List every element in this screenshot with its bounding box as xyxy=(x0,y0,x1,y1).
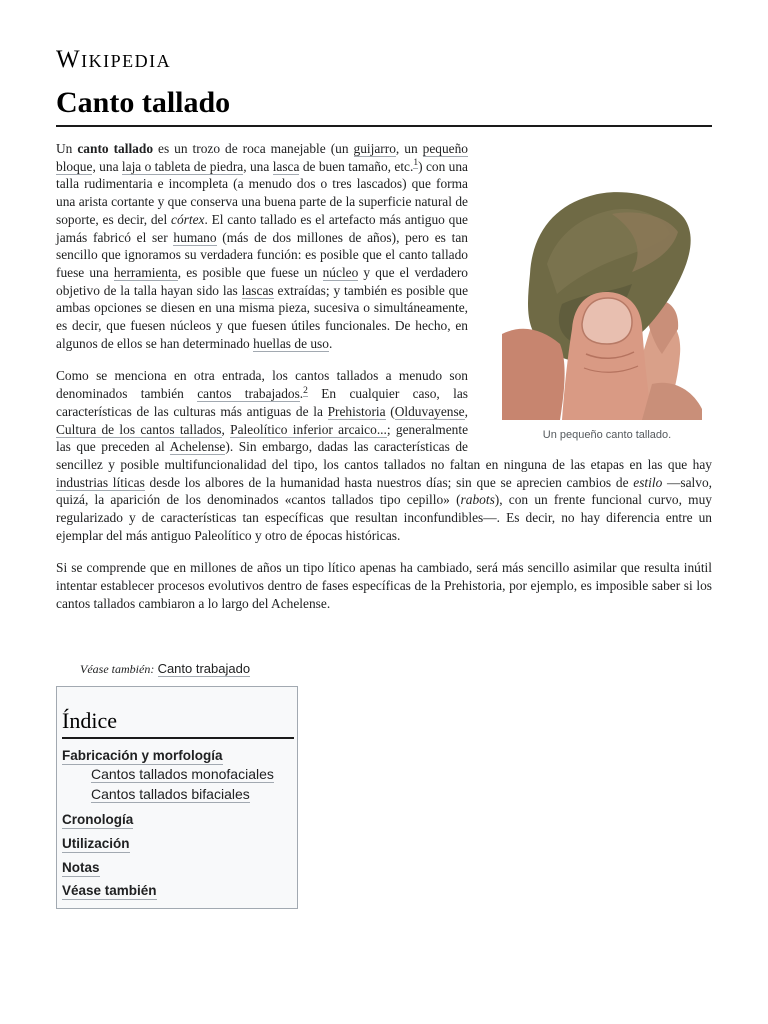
link-huellas-de-uso[interactable]: huellas de uso xyxy=(253,335,329,351)
link-cantos-trabajados[interactable]: cantos trabajados xyxy=(197,386,300,402)
page-title: Canto tallado xyxy=(56,86,231,119)
footnote-ref-2[interactable]: 2 xyxy=(303,385,308,396)
link-cultura-cantos-tallados[interactable]: Cultura de los cantos tallados xyxy=(56,421,222,437)
intro-paragraph: Un canto tallado es un trozo de roca manejable (un guijarro, un pequeño bloque, una laja o tableta de piedra, una lasca de buen tamaño, etc.$^1$) con una talla rudimentaria e incompleta (a menudo dos o tres lascados) que forma una arista cortante y que conserva una buena parte de la superficie natural de soporte, es decir, del córtex. El canto tallado es el artefacto más antiguo que jamás fabricó el ser humano (más de dos millones de años), pero es tan sencillo que ignoramos su verdadera función: es posible que el canto tallado fuese una herramienta, es posible que fuese un núcleo y que el verdadero objetivo de la talla hayan sido las lascas extraídas; y también es posible que ambas opciones se diesen en una misma pieza, sucesiva o simultáneamente, es decir, que fuesen núcleos y que fuesen útiles funcionales. De hecho, en algunos de ellos se han determinado huellas de uso. xyxy=(56,141,469,351)
link-olduvayense[interactable]: Olduvayense xyxy=(394,403,465,419)
link-lasca[interactable]: lasca xyxy=(272,158,300,174)
figure-caption: Un pequeño canto tallado. xyxy=(542,429,672,441)
link-humano[interactable]: humano xyxy=(173,229,217,245)
toc-item-bifaciales[interactable]: Cantos tallados bifaciales xyxy=(91,786,250,802)
link-nucleo[interactable]: núcleo xyxy=(322,264,359,280)
link-industrias-liticas[interactable]: industrias líticas xyxy=(56,474,145,490)
article-body xyxy=(56,140,712,628)
wikipedia-wordmark[interactable]: Wikipedia xyxy=(56,46,172,73)
second-paragraph: Como se menciona en otra entrada, los cantos tallados a menudo son denominados también cantos trabajados.$^2$ En cualquier caso, las características de las culturas más antiguas de la Prehistoria (Olduvayense, Cultura de los cantos tallados, Paleolítico inferior arcaico...; generalmente las que preceden al Achelense). Sin embargo, dadas las características de sencillez y posible multifuncionalidad del tipo, los cantos tallados no faltan en ninguna de las etapas en las que hay industrias líticas desde los albores de la humanidad hasta nuestros días; sin que se aprecien cambios de estilo —salvo, quizá, la aparición de los denominados «cantos tallados tipo cepillo» (rabots), con un frente funcional curvo, muy regularizado y de características tan específicas que resultan inconfundibles—. Es decir, no hay diferencia entre un ejemplar del más antiguo Paleolítico y otro de épocas históricas. xyxy=(56,368,713,543)
thumbnail-figure xyxy=(490,140,712,445)
toc-item-utilizacion[interactable]: Utilización xyxy=(62,836,130,851)
link-lascas[interactable]: lascas xyxy=(241,282,274,298)
link-achelense[interactable]: Achelense xyxy=(169,439,226,455)
footnote-ref-1[interactable]: 1 xyxy=(413,158,419,169)
link-prehistoria[interactable]: Prehistoria xyxy=(327,403,386,419)
link-pequeno-bloque[interactable]: pequeño bloque xyxy=(56,141,469,174)
table-of-contents xyxy=(56,686,298,909)
link-canto-trabajado[interactable]: Canto trabajado xyxy=(157,661,251,676)
link-guijarro[interactable]: guijarro xyxy=(353,141,396,156)
chopper-stone-photo[interactable] xyxy=(502,154,712,420)
link-herramienta[interactable]: herramienta xyxy=(113,264,178,280)
link-paleolitico-inferior[interactable]: Paleolítico inferior arcaico... xyxy=(230,421,387,437)
toc-item-notas[interactable]: Notas xyxy=(62,860,100,875)
toc-item-cronologia[interactable]: Cronología xyxy=(62,812,134,827)
see-also-line xyxy=(80,661,250,677)
toc-item-monofaciales[interactable]: Cantos tallados monofaciales xyxy=(91,766,274,782)
title-divider xyxy=(56,125,712,127)
link-laja[interactable]: laja o tableta de piedra xyxy=(121,158,244,174)
third-paragraph: Si se comprende que en millones de años un tipo lítico apenas ha cambiado, será más sencillo asimilar que resulta inútil intentar establecer procesos evolutivos dentro de fases específicas de la Prehistoria, por ejemplo, es imposible saber si los cantos tallados cambiaron a lo largo del Achelense. xyxy=(56,560,712,611)
toc-title: Índice xyxy=(62,708,294,739)
see-also-label: Véase también: xyxy=(80,662,155,676)
toc-item-vease-tambien[interactable]: Véase también xyxy=(62,883,157,898)
toc-item-fabricacion[interactable]: Fabricación y morfología xyxy=(62,748,223,763)
